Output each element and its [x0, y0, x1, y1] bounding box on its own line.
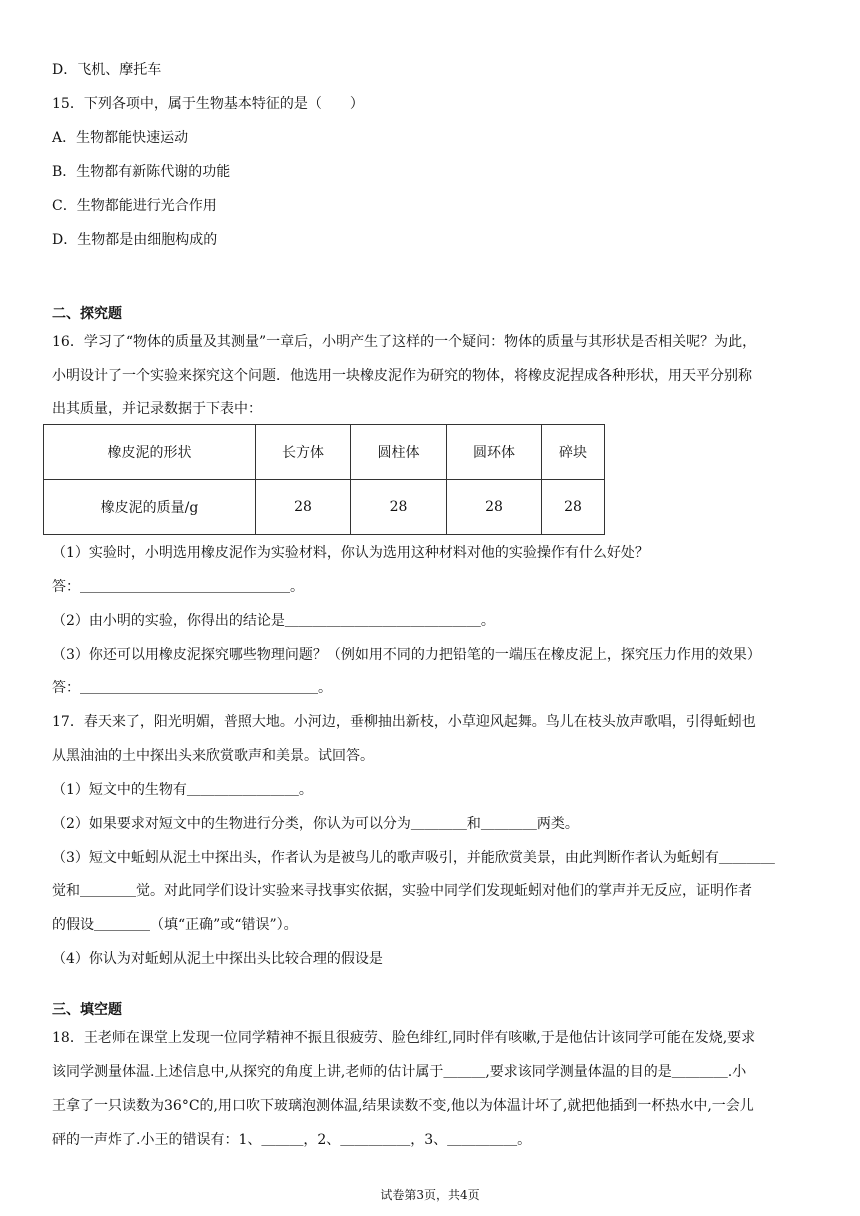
- q17-line: 17．春天来了，阳光明媚，普照大地。小河边，垂柳抽出新枝，小草迎风起舞。鸟儿在枝头放声歌唱，引得蚯蚓也: [52, 714, 756, 730]
- table-cell: 橡皮泥的质量/g: [44, 480, 256, 535]
- q16-stem-line: 出其质量，并记录数据于下表中：: [52, 401, 262, 417]
- table-cell: 长方体: [256, 425, 351, 480]
- table-cell: 28: [256, 480, 351, 535]
- q18-line: 该同学测量体温.上述信息中,从探究的角度上讲,老师的估计属于＿＿＿,要求该同学测量体温的目的是＿＿＿＿.小: [52, 1064, 747, 1080]
- table-cell: 圆柱体: [351, 425, 447, 480]
- q15-option-d: D．生物都是由细胞构成的: [52, 232, 218, 248]
- q17-line: 觉和＿＿＿＿觉。对此同学们设计实验来寻找事实依据，实验中同学们发现蚯蚓对他们的掌声并无反应，证明作者: [52, 883, 752, 899]
- q16-sub-question: （1）实验时，小明选用橡皮泥作为实验材料，你认为选用这种材料对他的实验操作有什么好处？: [52, 545, 649, 561]
- q15-option-a: A．生物都能快速运动: [52, 130, 189, 146]
- q17-line: （3）短文中蚯蚓从泥土中探出头，作者认为是被鸟儿的歌声吸引，并能欣赏美景，由此判断作者认为蚯蚓有＿＿＿＿: [52, 850, 775, 866]
- q18-line: 砰的一声炸了.小王的错误有：1、＿＿＿，2、＿＿＿＿＿，3、＿＿＿＿＿。: [52, 1132, 532, 1148]
- page-footer: 试卷第3页，共4页: [380, 1188, 480, 1202]
- q16-stem-line: 16．学习了“物体的质量及其测量”一章后，小明产生了这样的一个疑问：物体的质量与其形状是否相关呢？为此，: [52, 334, 757, 350]
- q17-line: （4）你认为对蚯蚓从泥土中探出头比较合理的假设是: [52, 951, 383, 967]
- q16-sub-question: （3）你还可以用橡皮泥探究哪些物理问题？（例如用不同的力把铅笔的一端压在橡皮泥上，探究压力作用的效果）: [52, 647, 761, 663]
- option-d-q14: D．飞机、摩托车: [52, 62, 162, 78]
- table-cell: 橡皮泥的形状: [44, 425, 256, 480]
- q15-stem: 15．下列各项中，属于生物基本特征的是（ ）: [52, 96, 364, 112]
- q18-line: 王拿了一只读数为36°C的,用口吹下玻璃泡测体温,结果读数不变,他以为体温计坏了,就把他插到一杯热水中,一会儿: [52, 1098, 754, 1114]
- q17-line: （2）如果要求对短文中的生物进行分类，你认为可以分为＿＿＿＿和＿＿＿＿两类。: [52, 816, 579, 832]
- table-row: [44, 425, 605, 480]
- q16-answer-line: 答：＿＿＿＿＿＿＿＿＿＿＿＿＿＿＿。: [52, 579, 304, 595]
- table-cell: 28: [447, 480, 542, 535]
- q16-stem-line: 小明设计了一个实验来探究这个问题．他选用一块橡皮泥作为研究的物体，将橡皮泥捏成各种形状，用天平分别称: [52, 368, 752, 384]
- table-cell: 28: [542, 480, 605, 535]
- table-cell: 碎块: [542, 425, 605, 480]
- q15-option-b: B．生物都有新陈代谢的功能: [52, 164, 231, 180]
- q18-line: 18．王老师在课堂上发现一位同学精神不振且很疲劳、脸色绯红,同时伴有咳嗽,于是他估计该同学可能在发烧,要求: [52, 1030, 756, 1046]
- q16-sub-question: （2）由小明的实验，你得出的结论是＿＿＿＿＿＿＿＿＿＿＿＿＿＿。: [52, 613, 495, 629]
- table-cell: 圆环体: [447, 425, 542, 480]
- table-cell: 28: [351, 480, 447, 535]
- q15-option-c: C．生物都能进行光合作用: [52, 198, 217, 214]
- section-title-fill-in: 三、填空题: [52, 1002, 122, 1018]
- q17-line: 的假设＿＿＿＿（填“正确”或“错误”）。: [52, 917, 298, 933]
- data-table: [43, 424, 605, 535]
- q16-answer-line: 答：＿＿＿＿＿＿＿＿＿＿＿＿＿＿＿＿＿。: [52, 680, 332, 696]
- table-row: [44, 480, 605, 535]
- q17-line: （1）短文中的生物有＿＿＿＿＿＿＿＿。: [52, 782, 313, 798]
- section-title-inquiry: 二、探究题: [52, 306, 122, 322]
- q17-line: 从黑油油的土中探出头来欣赏歌声和美景。试回答。: [52, 748, 374, 764]
